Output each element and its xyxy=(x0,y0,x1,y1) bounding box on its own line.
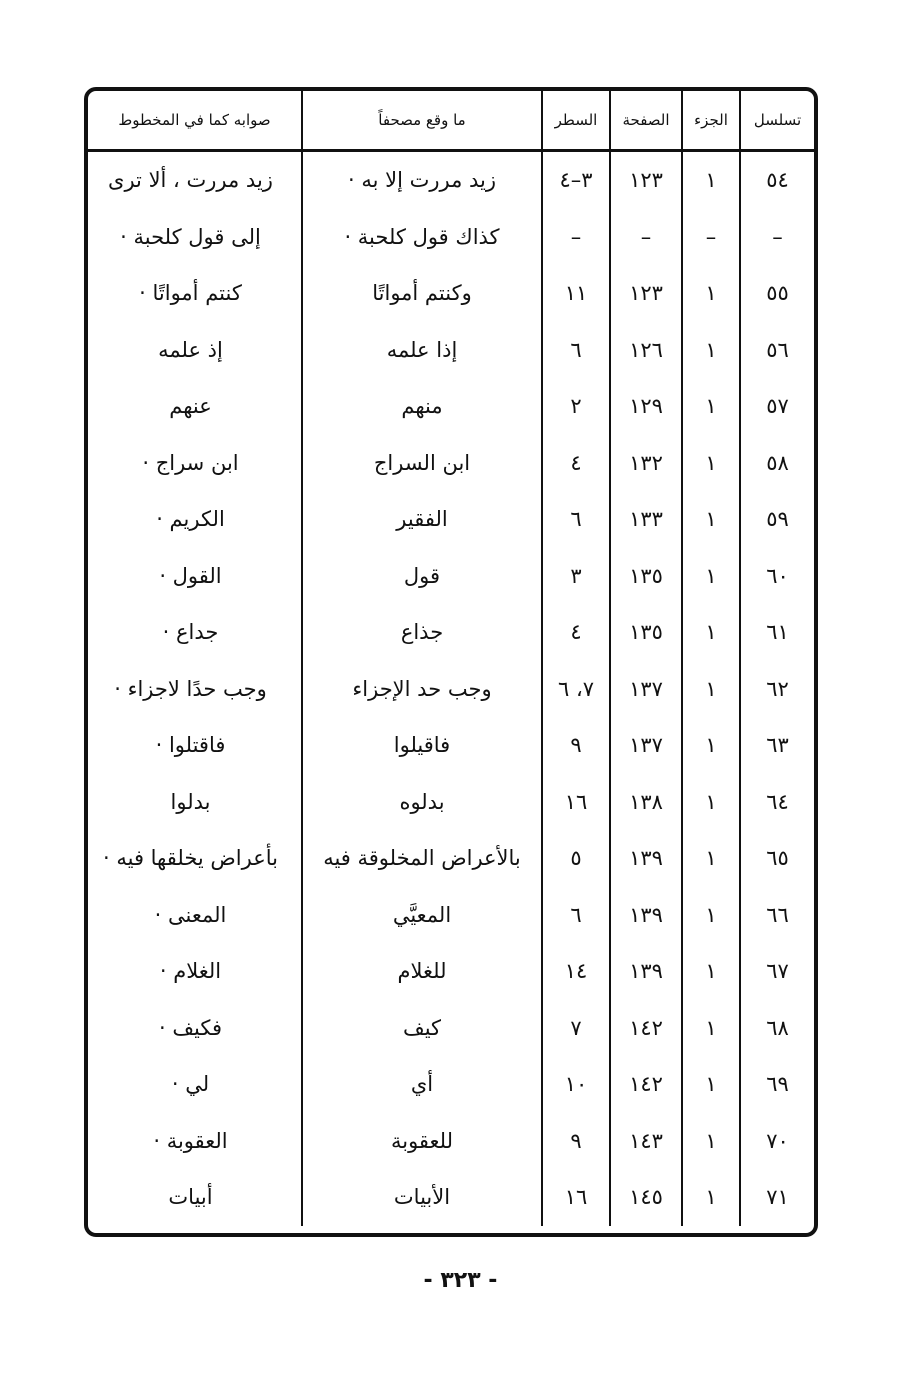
table-row xyxy=(88,209,814,266)
header-volume: الجزء xyxy=(682,91,740,151)
cell-page: ١٣٥ xyxy=(610,604,682,661)
cell-page: – xyxy=(610,209,682,266)
table-row xyxy=(88,322,814,379)
cell-volume: ١ xyxy=(682,265,740,322)
cell-line: ٩ xyxy=(542,1113,610,1170)
cell-line: ١٠ xyxy=(542,1056,610,1113)
cell-volume: ١ xyxy=(682,887,740,944)
table-row xyxy=(88,548,814,605)
cell-volume: ١ xyxy=(682,1113,740,1170)
cell-correction: زيد مررت ، ألا ترى xyxy=(108,168,273,193)
cell-serial: ٦٤ xyxy=(740,774,814,831)
cell-correction: العقوبة · xyxy=(153,1128,228,1153)
cell-page: ١٢٣ xyxy=(610,151,682,209)
cell-correction: وجب حدًا لاجزاء · xyxy=(114,676,267,701)
table-row xyxy=(88,1056,814,1113)
table-row xyxy=(88,1000,814,1057)
cell-serial: ٦٢ xyxy=(740,661,814,718)
cell-line: ٦ xyxy=(542,887,610,944)
cell-volume: ١ xyxy=(682,491,740,548)
cell-line: ٦ xyxy=(542,491,610,548)
table-row xyxy=(88,604,814,661)
cell-line: – xyxy=(542,209,610,266)
table-row xyxy=(88,830,814,887)
cell-volume: ١ xyxy=(682,717,740,774)
header-correction: صوابه كما في المخطوط xyxy=(88,91,302,151)
cell-serial: ٦٥ xyxy=(740,830,814,887)
cell-serial: ٥٥ xyxy=(740,265,814,322)
cell-page: ١٤٢ xyxy=(610,1000,682,1057)
cell-serial: ٦٨ xyxy=(740,1000,814,1057)
cell-page: ١٣٢ xyxy=(610,435,682,492)
cell-error: وكنتم أمواتًا xyxy=(302,265,542,322)
cell-volume: ١ xyxy=(682,378,740,435)
cell-correction: إلى قول كلحبة · xyxy=(120,224,261,249)
cell-error: فاقيلوا xyxy=(302,717,542,774)
cell-error: بدلوه xyxy=(302,774,542,831)
cell-page: ١٢٦ xyxy=(610,322,682,379)
cell-serial: ٦٣ xyxy=(740,717,814,774)
cell-serial: ٥٨ xyxy=(740,435,814,492)
cell-error: إذا علمه xyxy=(302,322,542,379)
cell-serial: ٦٦ xyxy=(740,887,814,944)
table-frame xyxy=(84,87,818,1237)
cell-line: ٧، ٦ xyxy=(542,661,610,718)
cell-page: ١٣٩ xyxy=(610,887,682,944)
cell-serial: ٦٠ xyxy=(740,548,814,605)
cell-serial: ٥٧ xyxy=(740,378,814,435)
cell-serial: ٧١ xyxy=(740,1169,814,1226)
cell-volume: ١ xyxy=(682,1056,740,1113)
header-error: ما وقع مصحفاً xyxy=(302,91,542,151)
cell-line: ٤ xyxy=(542,604,610,661)
cell-error: المعيَّي xyxy=(302,887,542,944)
cell-correction: جداع · xyxy=(162,620,219,645)
cell-line: ١٦ xyxy=(542,774,610,831)
cell-correction: فاقتلوا · xyxy=(155,733,226,758)
cell-serial: ٦٩ xyxy=(740,1056,814,1113)
cell-line: ٦ xyxy=(542,322,610,379)
cell-error: ابن السراج xyxy=(302,435,542,492)
cell-error: بالأعراض المخلوقة فيه xyxy=(302,830,542,887)
cell-serial: ٦٧ xyxy=(740,943,814,1000)
cell-page: ١٣٣ xyxy=(610,491,682,548)
cell-correction: كنتم أمواتًا · xyxy=(139,281,242,306)
cell-correction: عنهم xyxy=(169,394,212,419)
cell-correction: الكريم · xyxy=(156,507,225,532)
cell-line: ٣–٤ xyxy=(542,151,610,209)
cell-page: ١٤٣ xyxy=(610,1113,682,1170)
cell-correction: فكيف · xyxy=(158,1015,223,1040)
cell-error: الفقير xyxy=(302,491,542,548)
table-row xyxy=(88,661,814,718)
cell-line: ٩ xyxy=(542,717,610,774)
table-row xyxy=(88,491,814,548)
cell-error: للغلام xyxy=(302,943,542,1000)
header-line: السطر xyxy=(542,91,610,151)
cell-volume: ١ xyxy=(682,774,740,831)
cell-page: ١٣٩ xyxy=(610,830,682,887)
header-row xyxy=(88,91,814,151)
cell-error: وجب حد الإجزاء xyxy=(302,661,542,718)
cell-error: الأبيات xyxy=(302,1169,542,1226)
table-body xyxy=(88,151,814,1226)
cell-correction: بدلوا xyxy=(170,789,211,814)
cell-volume: ١ xyxy=(682,548,740,605)
cell-volume: ١ xyxy=(682,604,740,661)
cell-error: للعقوبة xyxy=(302,1113,542,1170)
cell-volume: ١ xyxy=(682,1169,740,1226)
cell-line: ٥ xyxy=(542,830,610,887)
table-row xyxy=(88,151,814,209)
cell-error: منهم xyxy=(302,378,542,435)
cell-volume: ١ xyxy=(682,435,740,492)
cell-correction: ابن سراج · xyxy=(142,450,239,475)
cell-serial: ٥٤ xyxy=(740,151,814,209)
cell-page: ١٣٨ xyxy=(610,774,682,831)
cell-page: ١٣٧ xyxy=(610,661,682,718)
cell-correction: الغلام · xyxy=(159,959,222,984)
cell-line: ٧ xyxy=(542,1000,610,1057)
cell-volume: ١ xyxy=(682,151,740,209)
cell-line: ١٤ xyxy=(542,943,610,1000)
cell-page: ١٢٩ xyxy=(610,378,682,435)
cell-volume: ١ xyxy=(682,322,740,379)
cell-correction: أبيات xyxy=(168,1185,213,1210)
cell-volume: ١ xyxy=(682,830,740,887)
cell-page: ١٤٢ xyxy=(610,1056,682,1113)
cell-serial: – xyxy=(740,209,814,266)
cell-error: قول xyxy=(302,548,542,605)
table-row xyxy=(88,774,814,831)
cell-correction: المعنى · xyxy=(154,902,227,927)
cell-volume: ١ xyxy=(682,943,740,1000)
cell-error: زيد مررت إلا به · xyxy=(302,151,542,209)
cell-correction: القول · xyxy=(159,563,222,588)
header-serial: تسلسل xyxy=(740,91,814,151)
cell-error: كيف xyxy=(302,1000,542,1057)
cell-correction: إذ علمه xyxy=(158,337,223,362)
cell-correction: لي · xyxy=(171,1072,210,1097)
cell-error: كذاك قول كلحبة · xyxy=(302,209,542,266)
cell-serial: ٧٠ xyxy=(740,1113,814,1170)
cell-volume: ١ xyxy=(682,661,740,718)
table-row xyxy=(88,265,814,322)
table-row xyxy=(88,378,814,435)
cell-correction: بأعراض يخلقها فيه · xyxy=(103,846,278,871)
page-number: - ٣٢٣ - xyxy=(423,1268,498,1293)
cell-volume: – xyxy=(682,209,740,266)
cell-page: ١٢٣ xyxy=(610,265,682,322)
cell-volume: ١ xyxy=(682,1000,740,1057)
cell-line: ٣ xyxy=(542,548,610,605)
cell-line: ١٦ xyxy=(542,1169,610,1226)
cell-error: أي xyxy=(302,1056,542,1113)
cell-error: جذاع xyxy=(302,604,542,661)
cell-serial: ٥٦ xyxy=(740,322,814,379)
table-row xyxy=(88,1169,814,1226)
header-page: الصفحة xyxy=(610,91,682,151)
cell-page: ١٣٥ xyxy=(610,548,682,605)
cell-line: ٢ xyxy=(542,378,610,435)
cell-page: ١٤٥ xyxy=(610,1169,682,1226)
table-row xyxy=(88,943,814,1000)
cell-page: ١٣٩ xyxy=(610,943,682,1000)
table-row xyxy=(88,435,814,492)
table-row xyxy=(88,887,814,944)
table-row xyxy=(88,717,814,774)
cell-line: ٤ xyxy=(542,435,610,492)
cell-page: ١٣٧ xyxy=(610,717,682,774)
table-row xyxy=(88,1113,814,1170)
cell-serial: ٦١ xyxy=(740,604,814,661)
cell-serial: ٥٩ xyxy=(740,491,814,548)
errata-table xyxy=(88,91,814,1226)
cell-line: ١١ xyxy=(542,265,610,322)
